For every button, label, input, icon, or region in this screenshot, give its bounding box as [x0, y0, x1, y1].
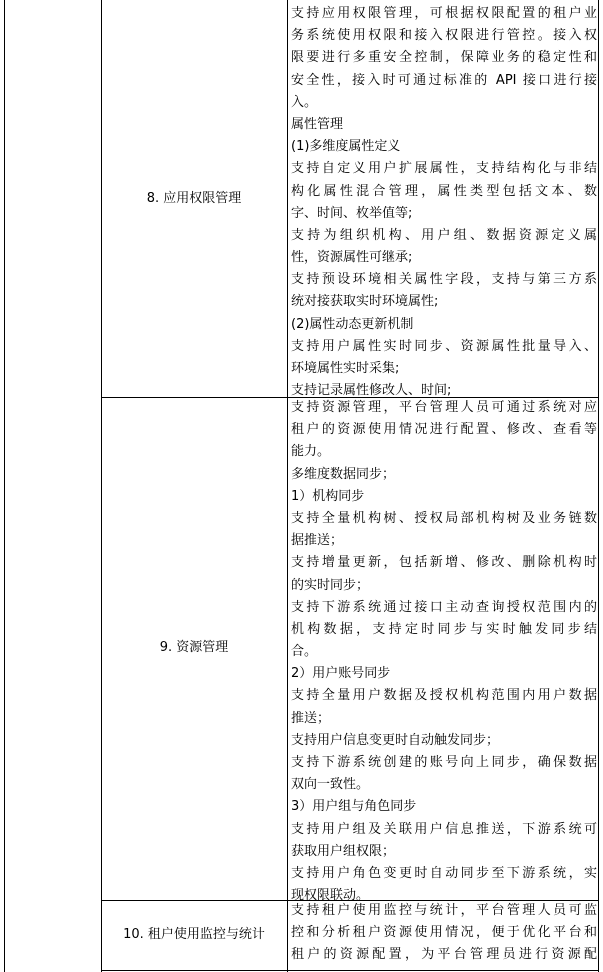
- column-divider-2: [287, 0, 288, 972]
- description-line: 构化属性混合管理，属性类型包括文本、数: [291, 183, 597, 199]
- description-line: 支持下游系统创建的账号向上同步，确保数据: [291, 755, 597, 770]
- description-line: 支持全量机构树、授权局部机构树及业务链数: [291, 510, 597, 526]
- row-name-resource-management: 9. 资源管理: [159, 640, 229, 655]
- row-description-resource-management: [291, 397, 597, 907]
- description-line: 安全性，接入时可通过标准的 API 接口进行接: [291, 72, 597, 88]
- description-line: 支持用户角色变更时自动同步至下游系统，实: [291, 865, 597, 881]
- description-line: 支持用户信息变更时自动触发同步；: [291, 732, 500, 748]
- description-line: 支持用户属性实时同步、资源属性批量导入、: [291, 338, 597, 354]
- description-line: 性，资源属性可继承;: [291, 250, 413, 266]
- description-line: 租户的资源使用情况进行配置、修改、查看等: [291, 422, 597, 438]
- description-line: 支持资源管理，平台管理人员可通过系统对应: [291, 400, 597, 415]
- description-line: 支持为组织机构、用户组、数据资源定义属: [291, 227, 597, 243]
- description-line: 1）机构同步: [291, 488, 365, 504]
- description-line: 能力。: [291, 444, 331, 460]
- row-description-app-permission: [291, 3, 597, 402]
- description-line: 据推送；: [291, 533, 344, 549]
- description-line: (2)属性动态更新机制: [291, 316, 414, 332]
- description-line: (1)多维度属性定义: [291, 139, 401, 155]
- description-line: 支持预设环境相关属性字段，支持与第三方系: [291, 272, 597, 288]
- description-line: 统对接获取实时环境属性;: [291, 294, 439, 310]
- table-border-bottom: [101, 970, 599, 971]
- description-line: 租户的资源配置，为平台管理员进行资源配: [291, 947, 597, 963]
- description-line: 双向一致性。: [291, 777, 370, 793]
- description-line: 限要进行多重安全控制，保障业务的稳定性和: [291, 50, 597, 66]
- description-line: 的实时同步；: [291, 577, 370, 593]
- column-divider-1: [101, 0, 102, 972]
- table-border-left: [4, 0, 5, 972]
- description-line: 2）用户账号同步: [291, 666, 391, 682]
- description-line: 机构数据，支持定时同步与实时触发同步结: [291, 621, 597, 637]
- description-line: 属性管理: [291, 116, 344, 132]
- description-line: 支持自定义用户扩展属性，支持结构化与非结: [291, 161, 597, 177]
- description-line: 现权限联动。: [291, 888, 370, 904]
- description-line: 支持下游系统通过接口主动查询授权范围内的: [291, 599, 597, 615]
- description-line: 务系统使用权限和接入权限进行管控。接入权: [291, 28, 597, 44]
- description-line: 3）用户组与角色同步: [291, 799, 417, 815]
- description-line: 支持用户组及关联用户信息推送，下游系统可: [291, 821, 597, 837]
- description-line: 入。: [291, 94, 318, 110]
- row-description-tenant-monitoring: [291, 900, 597, 967]
- description-line: 环境属性实时采集;: [291, 361, 400, 376]
- table-border-right: [598, 0, 599, 972]
- description-line: 合。: [291, 644, 318, 660]
- row-name-tenant-monitoring: 10. 租户使用监控与统计: [123, 927, 265, 942]
- description-line: 支持增量更新，包括新增、修改、删除机构时: [291, 555, 597, 571]
- description-line: 获取用户组权限；: [291, 843, 396, 859]
- description-line: 支持应用权限管理，可根据权限配置的租户业: [291, 6, 597, 21]
- description-line: 支持租户使用监控与统计，平台管理人员可监: [291, 903, 597, 918]
- row-name-app-permission: 8. 应用权限管理: [146, 191, 242, 206]
- description-line: 推送；: [291, 710, 331, 726]
- description-line: 支持全量用户数据及授权机构范围内用户数据: [291, 688, 597, 704]
- description-line: 控和分析租户资源使用情况，便于优化平台和: [291, 925, 597, 941]
- description-line: 字、时间、枚举值等;: [291, 205, 413, 221]
- description-line: 支持记录属性修改人、时间;: [291, 383, 452, 399]
- description-line: 多维度数据同步；: [291, 466, 396, 482]
